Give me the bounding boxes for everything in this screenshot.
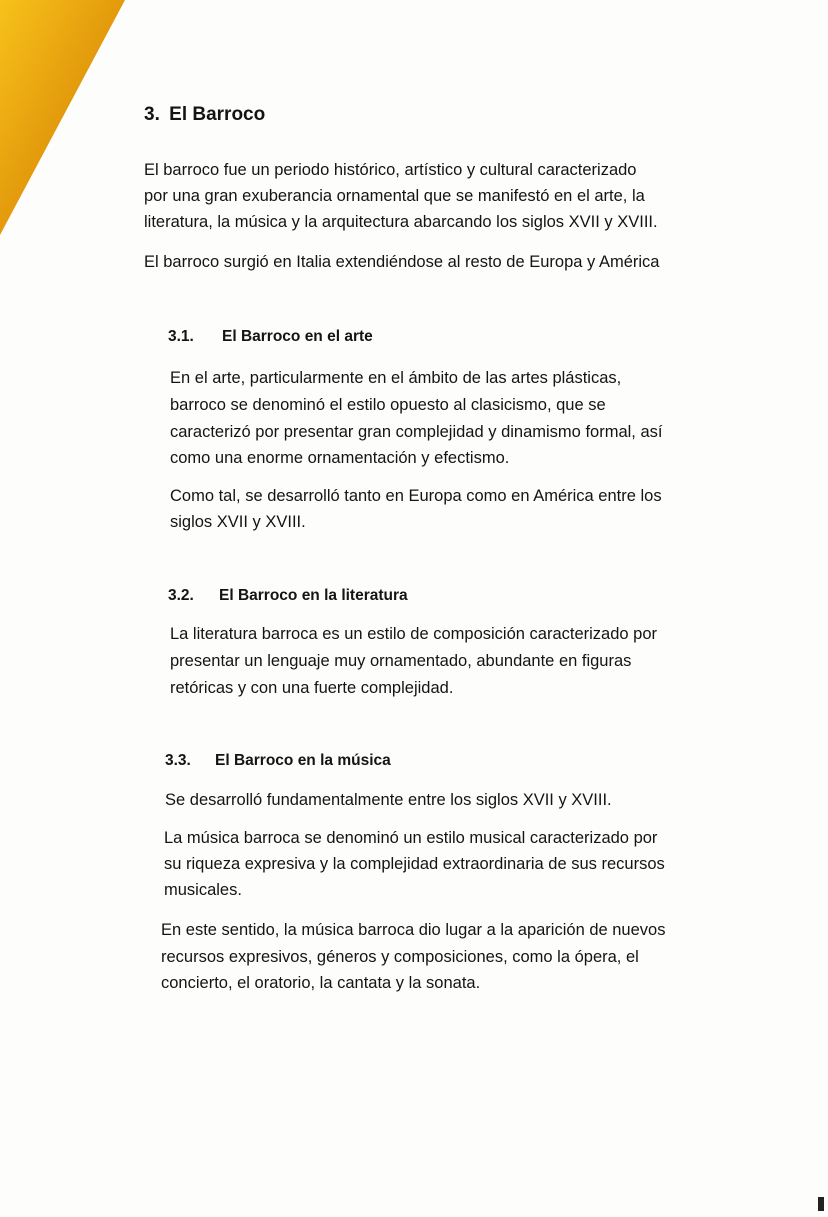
text-line: caracterizó por presentar gran complejidad y dinamismo formal, así <box>170 423 663 441</box>
text-line: como una enorme ornamentación y efectismo. <box>170 449 510 467</box>
folder-edge-decoration <box>0 0 130 240</box>
subsection-number: 3.2. <box>168 587 194 604</box>
text-line: barroco se denominó el estilo opuesto al clasicismo, que se <box>170 396 606 414</box>
text-line: recursos expresivos, géneros y composiciones, como la ópera, el <box>161 948 639 966</box>
page-edge-mark <box>818 1197 824 1211</box>
text-line: concierto, el oratorio, la cantata y la sonata. <box>161 974 481 992</box>
section-title: El Barroco <box>169 104 266 125</box>
text-line: retóricas y con una fuerte complejidad. <box>170 679 454 697</box>
text-line: siglos XVII y XVIII. <box>170 513 306 531</box>
subsection-heading <box>165 752 391 770</box>
subsection-heading <box>168 587 408 605</box>
section-heading <box>144 104 265 126</box>
text-line: Se desarrolló fundamentalmente entre los siglos XVII y XVIII. <box>165 791 612 809</box>
text-line: literatura, la música y la arquitectura abarcando los siglos XVII y XVIII. <box>144 213 658 231</box>
subsection-title: El Barroco en la literatura <box>219 587 408 604</box>
text-line: En este sentido, la música barroca dio lugar a la aparición de nuevos <box>161 921 666 939</box>
text-line: por una gran exuberancia ornamental que se manifestó en el arte, la <box>144 187 645 205</box>
text-line: musicales. <box>164 881 242 899</box>
text-line: presentar un lenguaje muy ornamentado, abundante en figuras <box>170 652 632 670</box>
text-line: En el arte, particularmente en el ámbito de las artes plásticas, <box>170 369 622 387</box>
text-line: La música barroca se denominó un estilo musical caracterizado por <box>164 829 658 847</box>
subsection-title: El Barroco en la música <box>215 752 391 769</box>
text-line: La literatura barroca es un estilo de composición caracterizado por <box>170 625 658 643</box>
subsection-number: 3.3. <box>165 752 191 769</box>
text-line: El barroco surgió en Italia extendiéndose al resto de Europa y América <box>144 253 660 271</box>
text-line: Como tal, se desarrolló tanto en Europa como en América entre los <box>170 487 662 505</box>
text-line: El barroco fue un periodo histórico, artístico y cultural caracterizado <box>144 161 637 179</box>
subsection-heading <box>168 328 373 346</box>
text-line: su riqueza expresiva y la complejidad extraordinaria de sus recursos <box>164 855 665 873</box>
subsection-title: El Barroco en el arte <box>222 328 373 345</box>
section-number: 3. <box>144 104 160 125</box>
subsection-number: 3.1. <box>168 328 194 345</box>
